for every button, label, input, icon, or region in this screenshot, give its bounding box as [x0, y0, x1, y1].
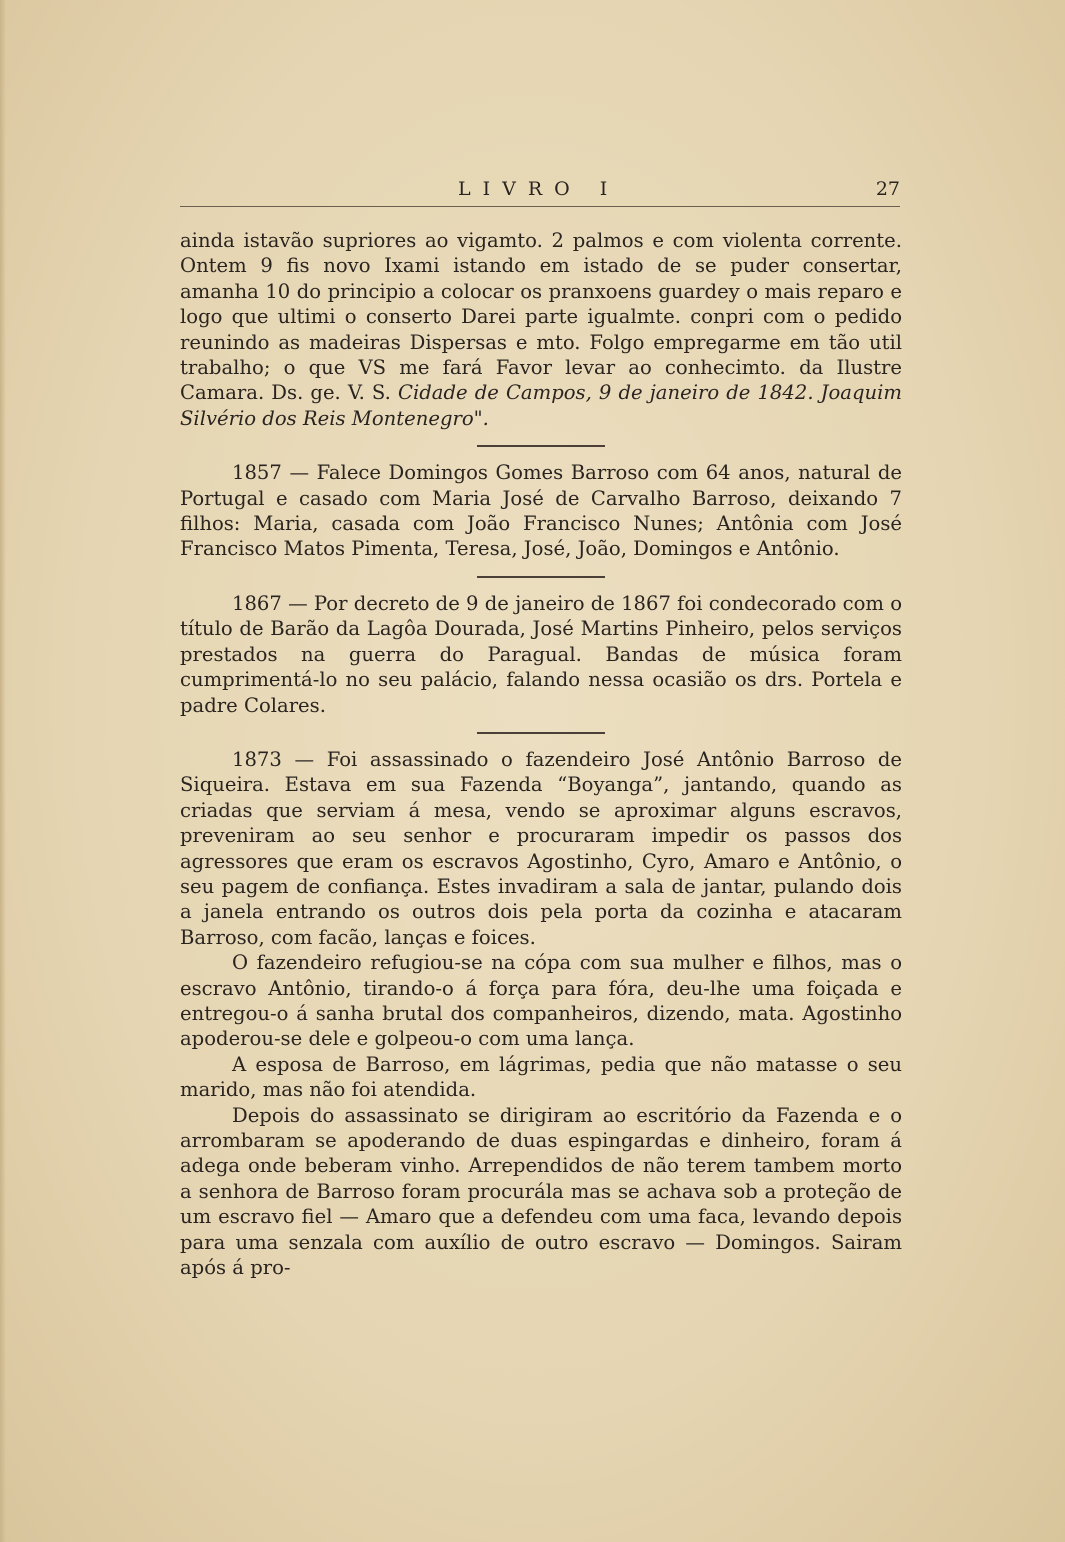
entry-1873-paragraph: Depois do assassinato se dirigiram ao escritório da Fazenda e o arrombaram se apoderando de duas espingardas e dinheiro, foram á adega onde beberam vinho. Arrependidos de não terem tambem morto a senhora de Barroso foram procurála mas se achava sob a proteção de um escravo fiel — Amaro que a defendeu com uma faca, levando depois para uma senzala com auxílio de outro escravo — Domingos. Sairam após á pro- — [180, 1103, 902, 1280]
page-number: 27 — [875, 178, 900, 200]
letter-paragraph — [180, 228, 902, 431]
section-divider — [477, 732, 605, 734]
letter-text: ainda istavão supriores ao vigamto. 2 palmos e com violenta corrente. Ontem 9 fis novo Ixami istando em istado de se puder consertar, amanha 10 do principio a colocar os pranxoens guardey o mais reparo e logo que ultimi o conserto Darei parte igualmte. conpri com o pedido reunindo as madeiras Dispersas e mto. Folgo empregarme em tão util trabalho; o que VS me fará Favor levar ao conhecimto. da Ilustre Camara. Ds. ge. V. S. — [180, 229, 902, 405]
running-title: LIVRO I — [458, 178, 620, 200]
entry-1867: 1867 — Por decreto de 9 de janeiro de 1867 foi condecorado com o título de Barão da Lagôa Dourada, José Martins Pinheiro, pelos serviços prestados na guerra do Paragual. Bandas de música foram cumprimentá-lo no seu palácio, falando nessa ocasião os drs. Portela e padre Colares. — [180, 591, 903, 717]
letter-signature: Cidade de Campos, 9 de janeiro de 1842. Joaquim Silvério dos Reis Montenegro". — [180, 381, 902, 430]
entry-1873-paragraph: 1873 — Foi assassinado o fazendeiro José Antônio Barroso de Siqueira. Estava em sua Fazenda “Boyanga”, jantando, quando as criadas que serviam á mesa, vendo se aproximar alguns escravos, preveniram ao seu senhor e procuraram impedir os passos dos agressores que eram os escravos Agostinho, Cyro, Amaro e Antônio, o seu pagem de confiança. Estes invadiram a sala de jantar, pulando dois a janela entrando os outros dois pela porta da cozinha e atacaram Barroso, com facão, lanças e foices. — [180, 747, 902, 949]
page-edge-shadow — [0, 0, 6, 1542]
entry-1873-paragraph: O fazendeiro refugiou-se na cópa com sua mulher e filhos, mas o escravo Antônio, tirando-o á força para fóra, deu-lhe uma foiçada e entregou-o á sanha brutal dos companheiros, dizendo, mata. Agostinho apoderou-se dele e golpeou-o com uma lança. — [180, 951, 902, 1051]
entry-1873-paragraph: A esposa de Barroso, em lágrimas, pedia que não matasse o seu marido, mas não foi atendida. — [180, 1052, 902, 1102]
body-text — [180, 228, 902, 1280]
entry-1857: 1857 — Falece Domingos Gomes Barroso com 64 anos, natural de Portugal e casado com Maria José de Carvalho Barroso, deixando 7 filhos: Maria, casada com João Francisco Nunes; Antônia com José Francisco Matos Pimenta, Teresa, José, João, Domingos e Antônio. — [180, 461, 902, 561]
section-divider — [477, 576, 605, 578]
running-header — [180, 176, 900, 207]
section-divider — [477, 445, 605, 447]
